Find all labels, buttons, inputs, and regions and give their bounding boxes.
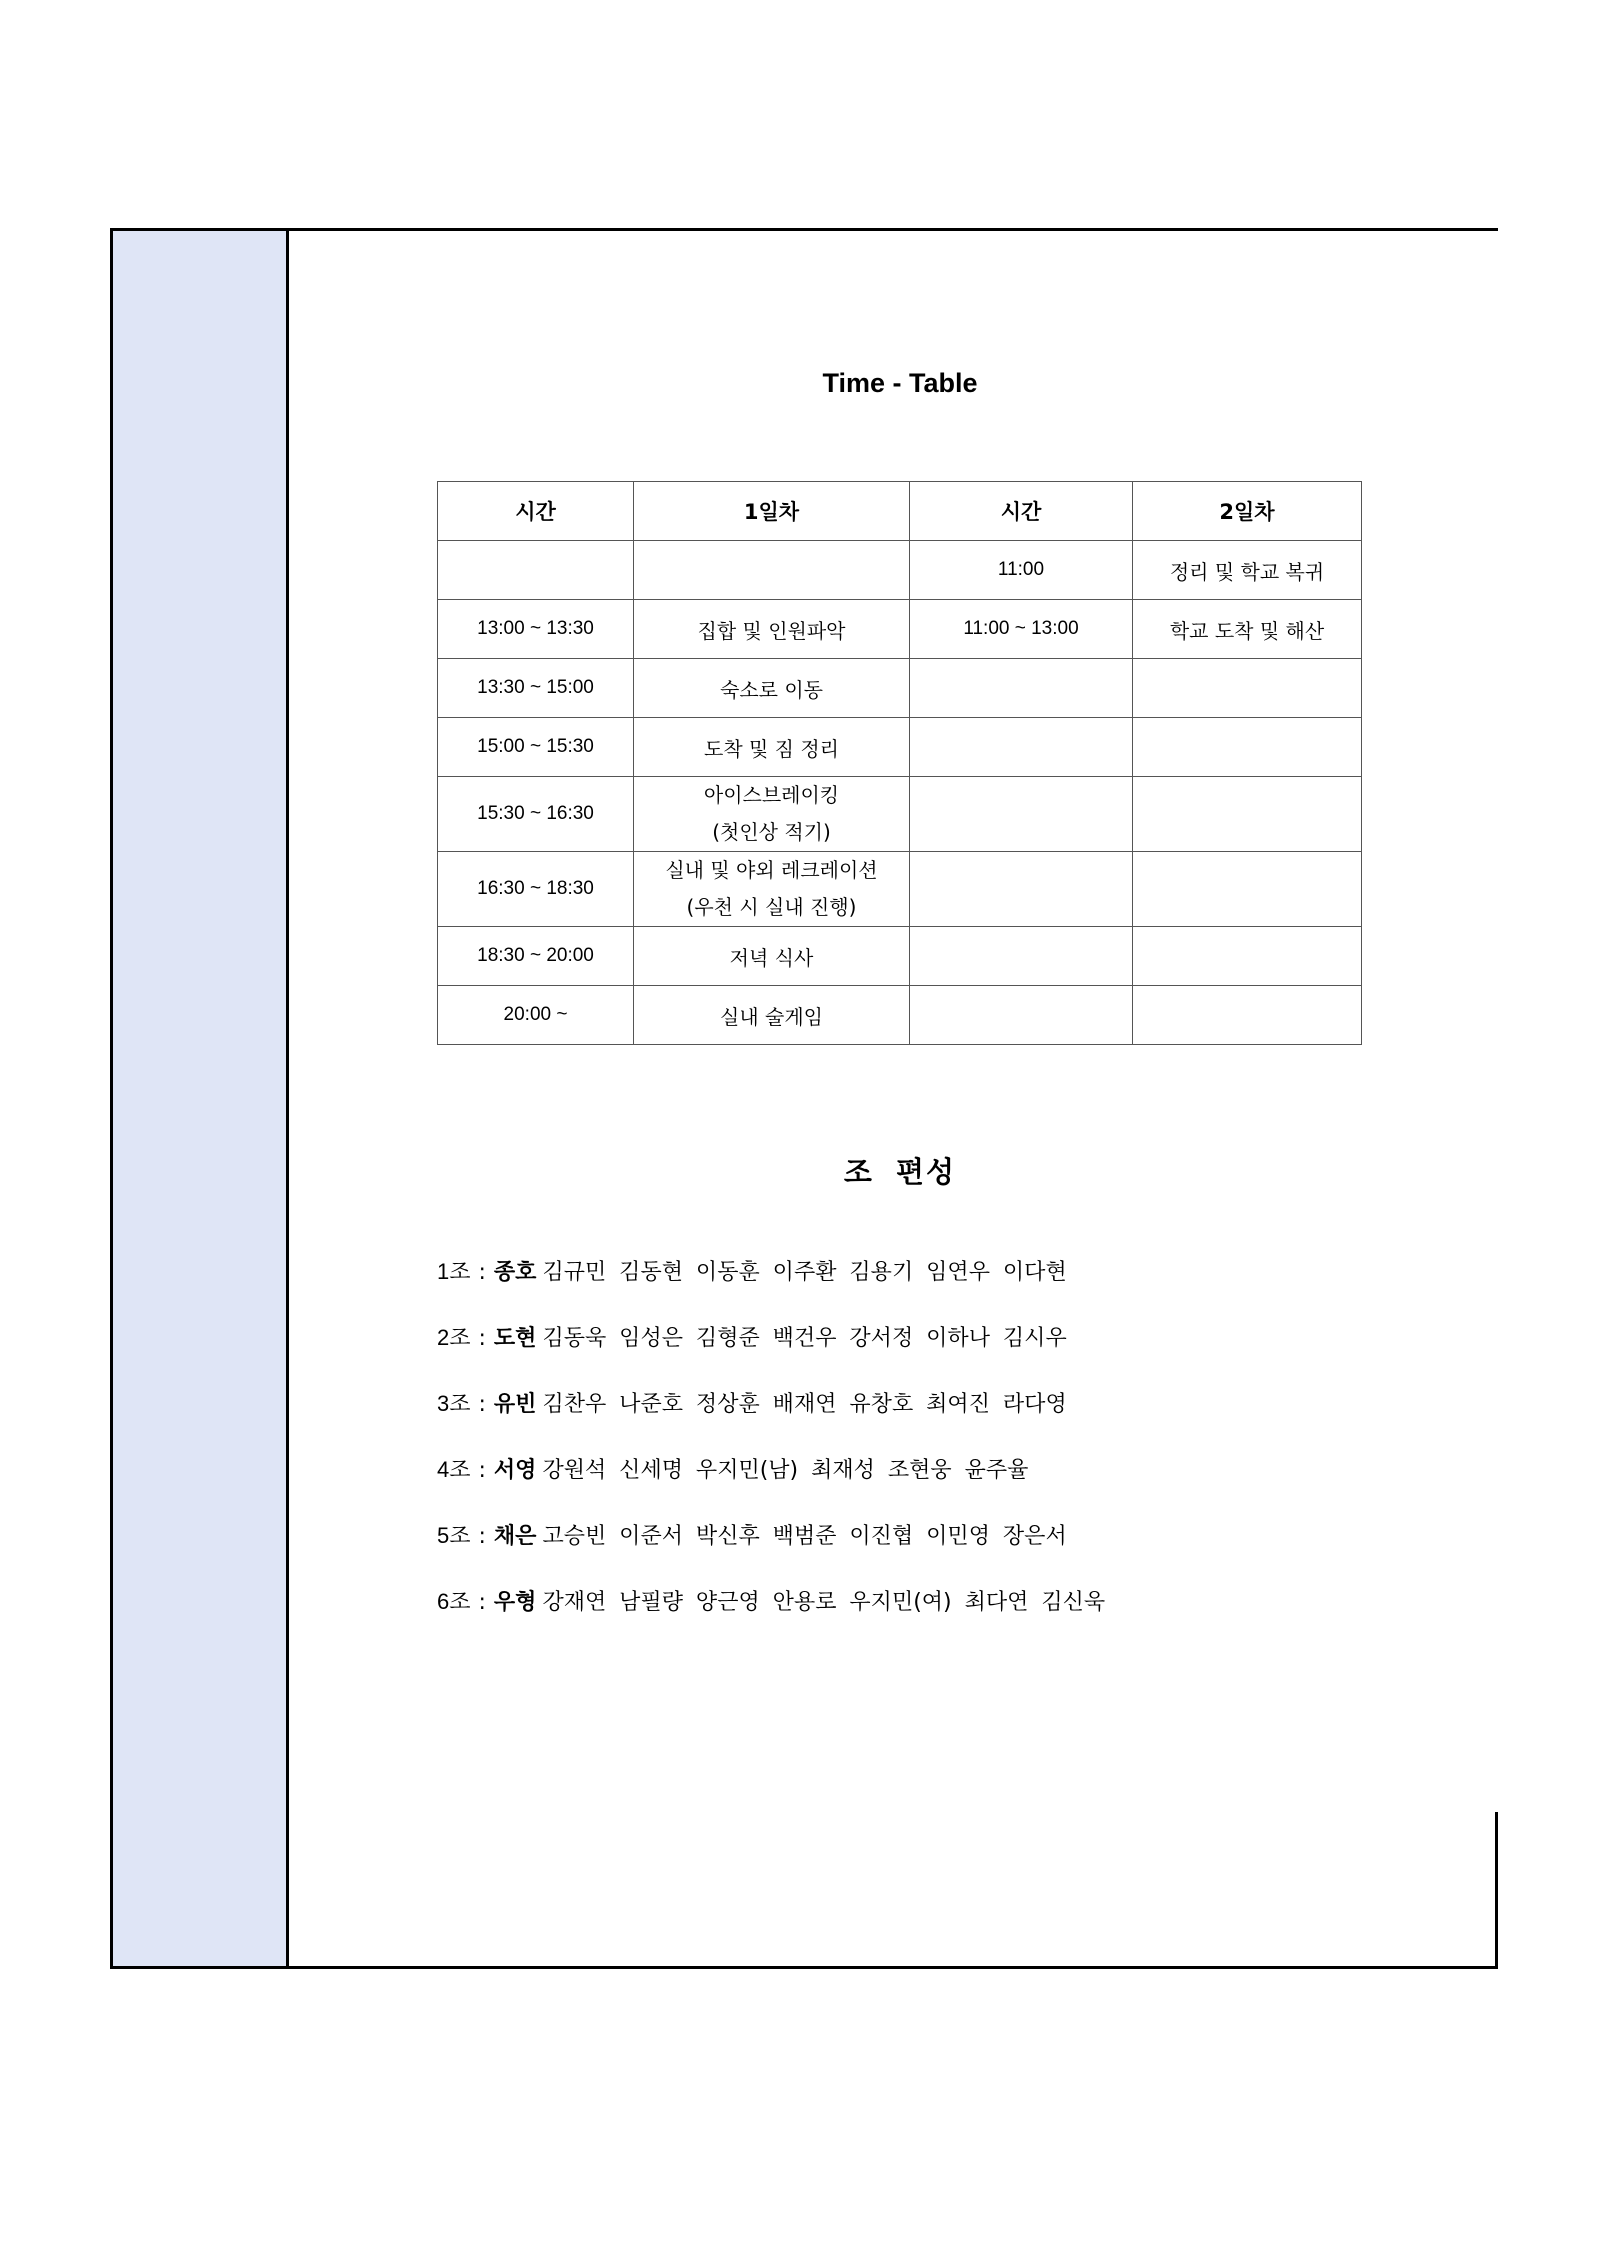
header-time-2: 시간: [910, 482, 1133, 541]
day-1-line-2: (우천 시 실내 진행): [686, 895, 857, 919]
group-members: 김동욱 임성은 김형준 백건우 강서정 이하나 김시우: [542, 1326, 1067, 1351]
group-number: 6조: [437, 1589, 471, 1614]
group-leader: 채은: [493, 1524, 537, 1549]
time-2-cell: [910, 718, 1133, 777]
time-1-cell: 16:30 ~ 18:30: [438, 852, 634, 927]
group-leader: 우형: [493, 1590, 537, 1615]
table-row: [438, 541, 1362, 600]
time-2-cell: 11:00 ~ 13:00: [910, 600, 1133, 659]
groups-title: 조 편성: [843, 1155, 957, 1189]
group-separator: :: [478, 1590, 486, 1615]
group-leader: 종호: [493, 1260, 537, 1285]
day-1-line-1: 아이스브레이킹: [703, 783, 840, 807]
day-1-cell: [634, 852, 910, 927]
frame-bottom-border: [110, 1966, 1498, 1969]
time-1-cell: 13:00 ~ 13:30: [438, 600, 634, 659]
group-members: 강원석 신세명 우지민(남) 최재성 조현웅 윤주율: [542, 1458, 1029, 1483]
timetable-header-row: [438, 482, 1362, 541]
group-separator: :: [478, 1260, 486, 1285]
header-day-1: 1일차: [634, 482, 910, 541]
frame-right-border: [1495, 1812, 1498, 1969]
group-separator: :: [478, 1458, 486, 1483]
time-1-cell: 13:30 ~ 15:00: [438, 659, 634, 718]
day-1-cell: 저녁 식사: [634, 927, 910, 986]
group-members: 고승빈 이준서 박신후 백범준 이진협 이민영 장은서: [542, 1524, 1067, 1549]
list-item: [437, 1519, 1437, 1585]
list-item: [437, 1453, 1437, 1519]
table-row: [438, 852, 1362, 927]
list-item: [437, 1387, 1437, 1453]
group-number: 4조: [437, 1457, 471, 1482]
table-row: [438, 927, 1362, 986]
group-members: 김찬우 나준호 정상훈 배재연 유창호 최여진 라다영: [542, 1392, 1067, 1417]
group-separator: :: [478, 1326, 486, 1351]
frame-top-border: [110, 228, 1498, 231]
group-leader: 도현: [493, 1326, 537, 1351]
day-1-cell: 도착 및 짐 정리: [634, 718, 910, 777]
day-2-cell: [1133, 927, 1362, 986]
day-2-cell: 정리 및 학교 복귀: [1133, 541, 1362, 600]
time-1-cell: 20:00 ~: [438, 986, 634, 1045]
time-2-cell: [910, 777, 1133, 852]
list-item: [437, 1321, 1437, 1387]
group-leader: 서영: [493, 1458, 537, 1483]
frame-divider: [286, 228, 289, 1969]
table-row: [438, 777, 1362, 852]
group-number: 2조: [437, 1325, 471, 1350]
group-separator: :: [478, 1524, 486, 1549]
time-1-cell: 18:30 ~ 20:00: [438, 927, 634, 986]
time-1-cell: [438, 541, 634, 600]
group-number: 1조: [437, 1259, 471, 1284]
table-row: [438, 659, 1362, 718]
day-2-cell: [1133, 777, 1362, 852]
time-1-cell: 15:30 ~ 16:30: [438, 777, 634, 852]
day-1-cell: [634, 777, 910, 852]
table-row: [438, 718, 1362, 777]
time-2-cell: [910, 927, 1133, 986]
time-2-cell: 11:00: [910, 541, 1133, 600]
header-day-2: 2일차: [1133, 482, 1362, 541]
table-row: [438, 986, 1362, 1045]
group-members: 김규민 김동현 이동훈 이주환 김용기 임연우 이다현: [542, 1260, 1067, 1285]
frame-left-border: [110, 228, 113, 1969]
day-2-cell: [1133, 718, 1362, 777]
group-members: 강재연 남필량 양근영 안용로 우지민(여) 최다연 김신욱: [542, 1590, 1106, 1615]
day-1-line-2: (첫인상 적기): [712, 820, 831, 844]
time-1-cell: 15:00 ~ 15:30: [438, 718, 634, 777]
day-2-cell: [1133, 659, 1362, 718]
day-2-cell: [1133, 852, 1362, 927]
day-1-cell: 집합 및 인원파악: [634, 600, 910, 659]
header-time-1: 시간: [438, 482, 634, 541]
timetable: [437, 481, 1362, 1045]
list-item: [437, 1255, 1437, 1321]
time-2-cell: [910, 986, 1133, 1045]
day-2-cell: 학교 도착 및 해산: [1133, 600, 1362, 659]
day-1-cell: [634, 541, 910, 600]
group-separator: :: [478, 1392, 486, 1417]
group-leader: 유빈: [493, 1392, 537, 1417]
timetable-title: Time - Table: [822, 368, 978, 398]
day-2-cell: [1133, 986, 1362, 1045]
sidebar-panel: [113, 231, 286, 1966]
day-1-cell: 실내 술게임: [634, 986, 910, 1045]
day-1-cell: 숙소로 이동: [634, 659, 910, 718]
time-2-cell: [910, 659, 1133, 718]
time-2-cell: [910, 852, 1133, 927]
list-item: [437, 1585, 1437, 1651]
day-1-line-1: 실내 및 야외 레크레이션: [665, 858, 878, 882]
group-number: 3조: [437, 1391, 471, 1416]
table-row: [438, 600, 1362, 659]
group-number: 5조: [437, 1523, 471, 1548]
groups-list: [437, 1255, 1437, 1651]
